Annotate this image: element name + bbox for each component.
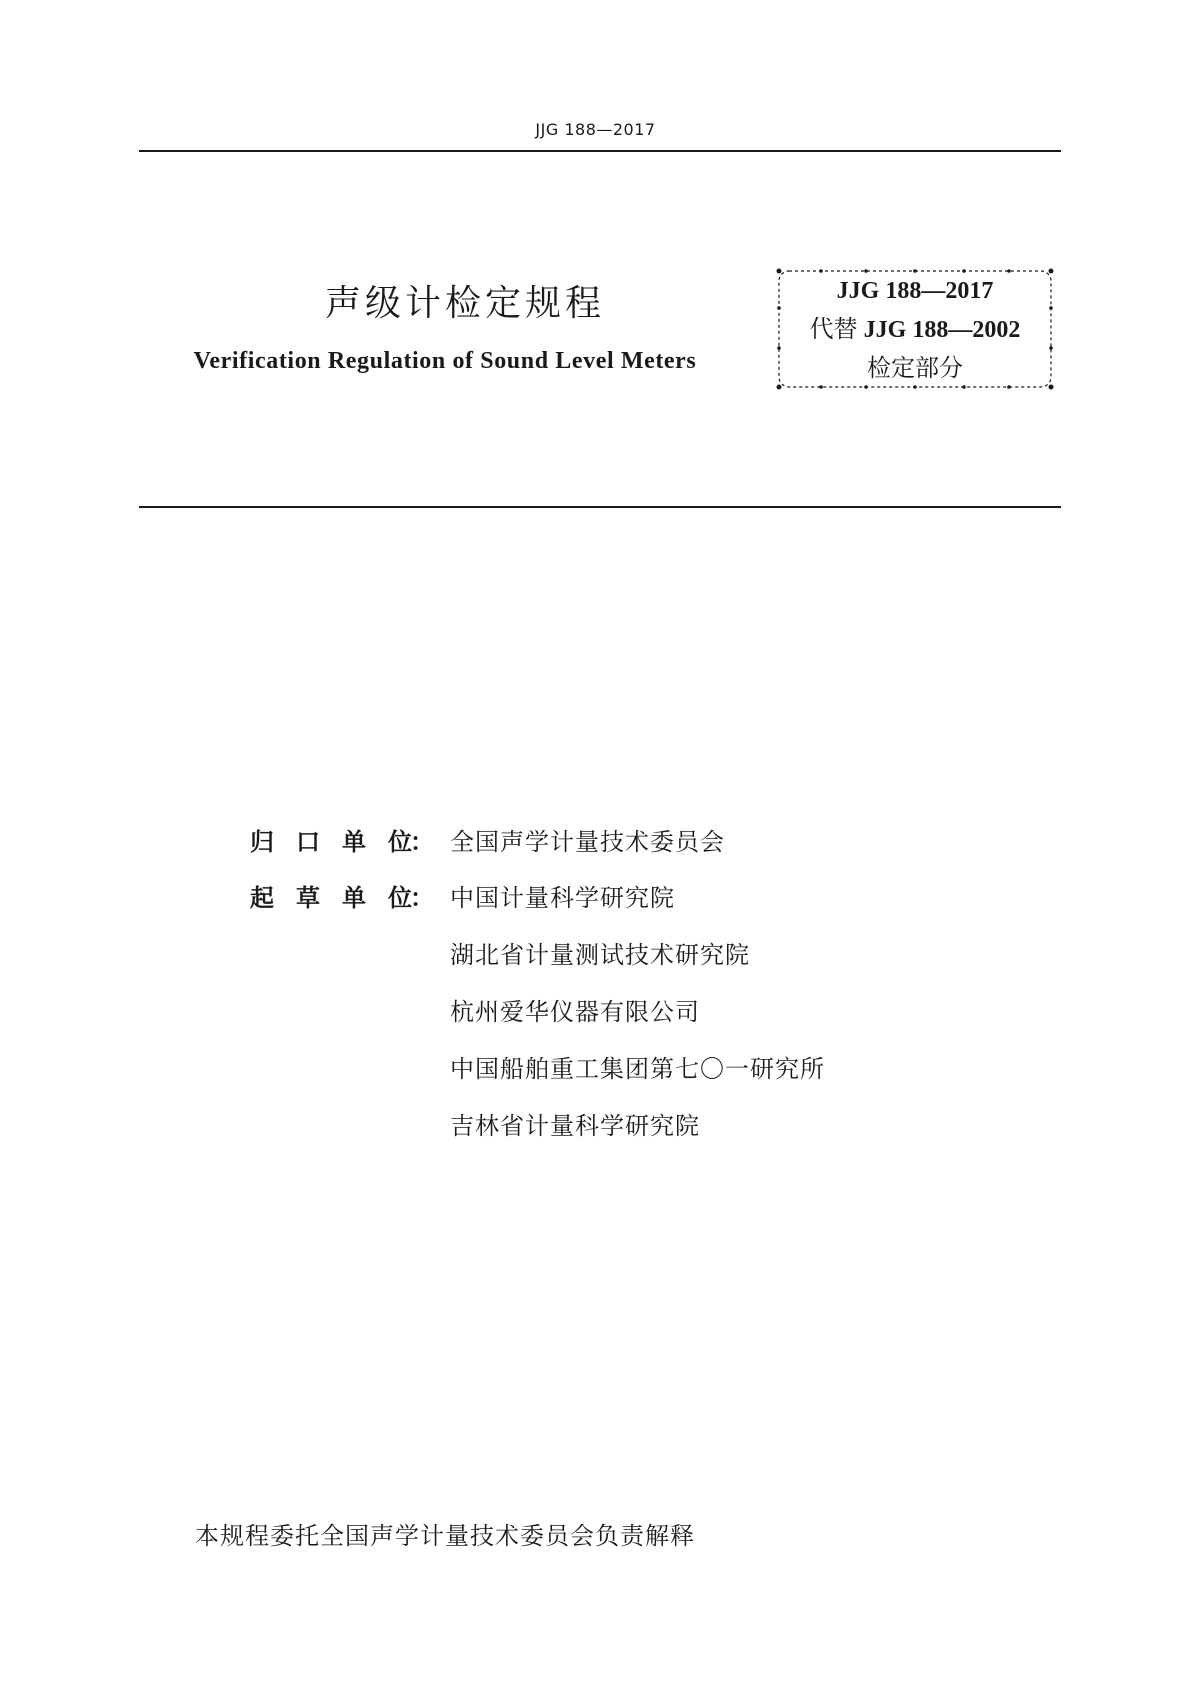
drafting-unit-row: [450, 1053, 825, 1085]
current-standard-code: JJG 188—2017: [836, 278, 994, 304]
drafting-unit-row: [250, 882, 675, 914]
responsible-unit-row: [250, 826, 725, 858]
drafting-unit-row: [450, 1110, 700, 1142]
responsible-unit-value: 全国声学计量技术委员会: [450, 828, 725, 856]
bottom-rule: [139, 506, 1061, 508]
top-rule: [139, 150, 1061, 152]
interpretation-note: 本规程委托全国声学计量技术委员会负责解释: [195, 1522, 695, 1550]
title-english: Verification Regulation of Sound Level Meters: [193, 348, 697, 374]
drafting-unit-value: 湖北省计量测试技术研究院: [450, 941, 750, 969]
standard-code-box: [776, 268, 1054, 390]
drafting-unit-row: [450, 996, 700, 1028]
superseded-standard: [776, 310, 1054, 349]
superseded-code: JJG 188—2002: [863, 317, 1021, 343]
document-part: 检定部分: [867, 354, 963, 382]
drafting-unit-value: 杭州爱华仪器有限公司: [450, 998, 700, 1026]
drafting-unit-label: 起 草 单 位：: [250, 884, 434, 912]
drafting-unit-value: 中国船舶重工集团第七〇一研究所: [450, 1055, 825, 1083]
drafting-unit-value: 中国计量科学研究院: [450, 884, 675, 912]
drafting-unit-value: 吉林省计量科学研究院: [450, 1112, 700, 1140]
title-chinese: 声级计检定规程: [324, 283, 605, 324]
responsible-unit-label: 归 口 单 位：: [250, 828, 434, 856]
header-standard-code: JJG 188—2017: [535, 120, 656, 139]
superseded-prefix: 代替: [809, 315, 858, 343]
drafting-unit-row: [450, 939, 750, 971]
